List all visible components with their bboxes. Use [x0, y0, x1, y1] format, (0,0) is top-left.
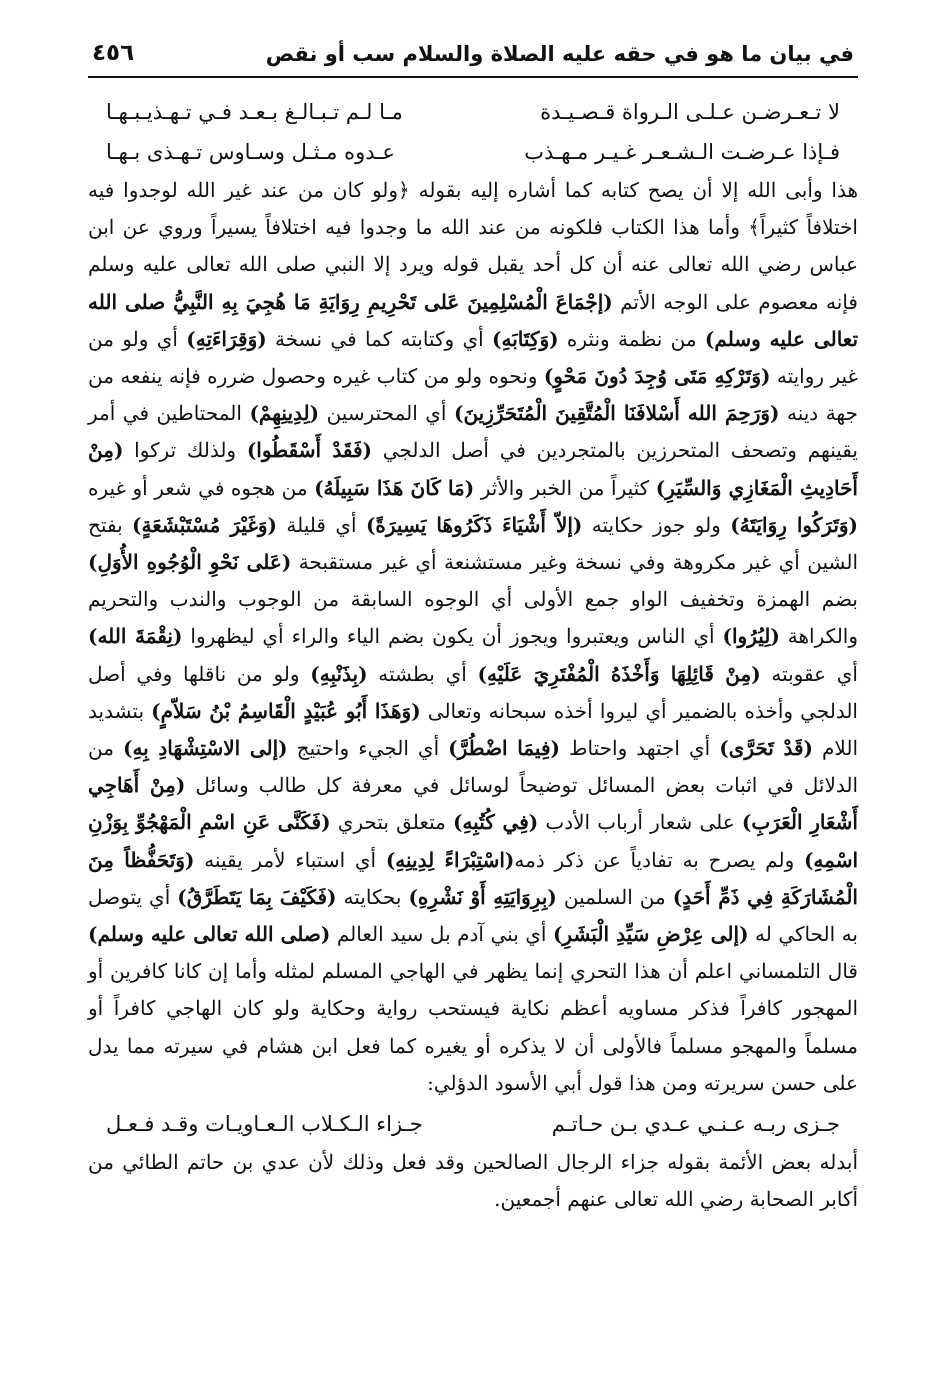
quoted-text: (إلاّ أَشْيَاءَ ذَكَرُوهَا يَسِيرَةً)	[365, 512, 583, 537]
page-number: ٤٥٦	[92, 40, 135, 66]
verse-second-hemistich: مـا لـم تـبـالـغ بـعـد فـي تـهـذيـبـهـا	[106, 100, 403, 124]
commentary-text: بفتح الشين أي غير مكروهة وفي نسخة وغير مستشنعة أي غير مستقبحة	[88, 512, 859, 575]
commentary-text: أي يتوصل به الحاكي له	[88, 884, 858, 947]
quoted-text: (وَتَرَكُوا رِوَايَتَهُ)	[730, 512, 859, 537]
commentary-text: ولذلك تركوا	[123, 438, 247, 463]
book-page	[88, 40, 858, 1218]
commentary-text: متعلق بتحري	[330, 810, 453, 835]
quoted-text: (وَقِرَاءَتِهِ)	[186, 326, 267, 351]
commentary-text: من هجوه في شعر أو غيره	[88, 475, 315, 500]
quoted-text: (فَقَدْ أَسْقَطُوا)	[246, 438, 372, 463]
poem-verse	[88, 132, 858, 172]
running-header	[88, 40, 858, 78]
commentary-text: أي بني آدم بل سيد العالم	[330, 922, 553, 947]
commentary-text: ولم يصرح به تفادياً عن ذكر ذمه	[514, 847, 804, 872]
quoted-text: (فِي كُتُبِهِ)	[452, 810, 539, 835]
commentary-text: بحكايته	[336, 884, 409, 909]
verse-first-hemistich: فـإذا عـرضـت الـشـعـر غـيـر مـهـذب	[524, 140, 840, 164]
quoted-text: (اسْتِبْرَاءً لِدِينِهِ)	[385, 847, 515, 872]
commentary-text: ولو من ناقلها وفي أصل الدلجي وأخذه بالضمير أي ليروا أخذه سبحانه وتعالى	[88, 661, 858, 723]
quoted-text: (وَكِتَابَهِ)	[492, 326, 559, 351]
poem-verse	[88, 92, 858, 132]
quoted-text: (عَلى نَحْوِ الْوُجُوهِ الأُوَلِ)	[88, 550, 292, 575]
commentary-text: أي بطشته	[367, 661, 478, 686]
commentary-text: على شعار أرباب الأدب	[538, 810, 742, 835]
commentary-text: أي الجيء واحتيج	[287, 736, 449, 761]
commentary-text: المحتاطين في أمر يقينهم وتصحف المتحرزين بالمتجردين في أصل الدلجي	[88, 401, 858, 463]
commentary-text: أي الناس ويعتبروا ويجوز أن يكون بضم الياء والراء أي ليظهروا	[182, 624, 723, 649]
quoted-text: (مَا كَانَ هَذَا سَبِيلَهُ)	[314, 475, 475, 500]
quoted-text: (قَدْ تَحَرَّى)	[719, 736, 814, 761]
commentary-text: بتشديد اللام	[88, 698, 859, 761]
commentary-text: ولو جوز حكايته	[582, 512, 731, 537]
quoted-text: (مِنْ أَحَادِيثِ الْمَغَازِي وَالسِّيَرِ)	[88, 438, 858, 500]
quoted-text: (وَتَرْكِهِ مَتَى وُجِدَ دُونَ مَحْوٍ)	[543, 364, 771, 389]
commentary-text: أي استباء لأمر يقينه	[194, 847, 386, 872]
quoted-text: (إلى عِرْضِ سَيِّدِ الْبَشَرِ)	[552, 922, 749, 947]
commentary-text: أي قليلة	[276, 512, 366, 537]
commentary-text: كثيراً من الخبر والأثر	[474, 475, 656, 500]
commentary-text: أي وكتابته كما في نسخة	[266, 326, 493, 351]
commentary-text: من الدلائل في اثبات بعض المسائل توضيحاً لوسائل في معرفة كل طالب وسائل	[88, 736, 858, 798]
quoted-text: (نِقْمَةَ الله)	[88, 624, 183, 649]
commentary-text: أي المحترسين	[319, 401, 454, 426]
verse-first-hemistich: جـزى ربـه عـنـي عـدي بـن حـاتـم	[551, 1112, 840, 1137]
commentary-text: ونحوه ولو من كتاب غيره وحصول ضرره فإنه ينفعه من جهة دينه	[88, 364, 858, 426]
commentary-text: بضم الهمزة وتخفيف الواو جمع الأولى أي الوجوه السابقة من الوجوب والندب والتحريم والكراهة	[88, 587, 859, 649]
commentary-text: هذا وأبى الله إلا أن يصح كتابه كما أشاره إليه بقوله ﴿ولو كان من عند غير الله لوجدوا فيه اختلافاً كثيراً﴾ وأما هذا الكتاب فلكونه من عند الله ما وجدوا فيه اختلافاً يسيراً وروي عن ابن عباس رضي الله تعالى عنه أن كل أحد يقبل قوله ويرد إلا النبي صلى الله تعالى عليه وسلم فإنه معصوم على الوجه الأتم	[88, 178, 858, 314]
quoted-text: (بِذَنْبِهِ)	[310, 661, 368, 686]
quoted-text: (لِدِينِهِمْ)	[249, 401, 320, 426]
closing-paragraph: أبدله بعض الأئمة بقوله جزاء الرجال الصالحين وقد فعل وذلك لأن عدي بن حاتم الطائي من أكابر الصحابة رضي الله تعالى عنهم أجمعين.	[88, 1150, 858, 1212]
quoted-text: (وَغَيْرَ مُسْتَبْشَعَةٍ)	[132, 512, 277, 537]
quoted-text: (إجْمَاعَ الْمُسْلِمِينَ عَلى تَحْرِيمِ رِوَايَةِ مَا هُجِيَ بِهِ النَّبِيُّ صلى الله تعالى عليه وسلم)	[88, 289, 859, 351]
verse-first-hemistich: لا تـعـرضـن عـلـى الـرواة قـصـيـدة	[540, 100, 840, 124]
body-paragraph	[88, 172, 858, 1102]
quoted-text: (وَتَحَفُّظاً مِنَ الْمُشَارَكَةِ فِي ذَمِّ أَحَدٍ)	[88, 847, 858, 909]
quoted-text: (فِيمَا اضْطُرَّ)	[448, 736, 560, 761]
verse-second-hemistich: جـزاء الـكـلاب الـعـاويـات وقـد فـعـل	[106, 1112, 423, 1137]
quoted-text: (صلى الله تعالى عليه وسلم)	[88, 922, 331, 947]
quoted-text: (مِنْ قَائِلِهَا وَأَخْذَهُ الْمُفْتَرِيَ عَلَيْهِ)	[477, 661, 761, 686]
header-title: في بيان ما هو في حقه عليه الصلاة والسلام سب أو نقص	[265, 42, 854, 66]
commentary-text: أي عقوبته	[760, 661, 858, 686]
poem-verse	[88, 1104, 858, 1144]
quoted-text: (لِيُرُوا)	[722, 624, 780, 649]
verse-second-hemistich: عـدوه مـثـل وسـاوس تـهـذى بـهـا	[106, 140, 395, 164]
quoted-text: (وَرَحِمَ الله أَسْلافَنَا الْمُتَّقِينَ الْمُتَحَرِّزِينَ)	[453, 401, 780, 426]
commentary-text: قال التلمساني اعلم أن هذا التحري إنما يظهر في الهاجي المسلم لمثله وأما إن كانا كافرين أو المهجور كافراً فذكر مساويه أعظم نكاية فيستحب رواية وحكاية ولو كان الهاجي كافراً أو مسلماً والمهجو مسلماً فالأولى أن لا يذكره أو يغيره كما فعل ابن هشام في سيرته مما يدل على حسن سريرته ومن هذا قول أبي الأسود الدؤلي:	[88, 959, 858, 1095]
quoted-text: (وَهَذَا أَبُو عُبَيْدٍ الْقَاسِمُ بْنُ سَلاّمٍ)	[151, 698, 421, 723]
quoted-text: (بِرِوَايَتِهِ أَوْ نَشْرِهِ)	[408, 884, 557, 909]
quoted-text: (إلى الاسْتِشْهَادِ بِهِ)	[122, 736, 288, 761]
commentary-text: أي ولو من غير روايته	[88, 326, 858, 389]
quoted-text: (فَكَنَّى عَنِ اسْمِ الْمَهْجُوِّ بِوَزْنِ اسْمِهِ)	[88, 810, 859, 872]
commentary-text: من نظمة ونثره	[558, 326, 705, 351]
commentary-text: من السلمين	[556, 884, 673, 909]
quoted-text: (مِنْ أَهَاجِي أَشْعَارِ الْعَرَبِ)	[88, 773, 858, 835]
commentary-text: أي اجتهد واحتاط	[559, 736, 720, 761]
quoted-text: (فَكَيْفَ بِمَا يَتَطَرَّقُ)	[177, 884, 337, 909]
